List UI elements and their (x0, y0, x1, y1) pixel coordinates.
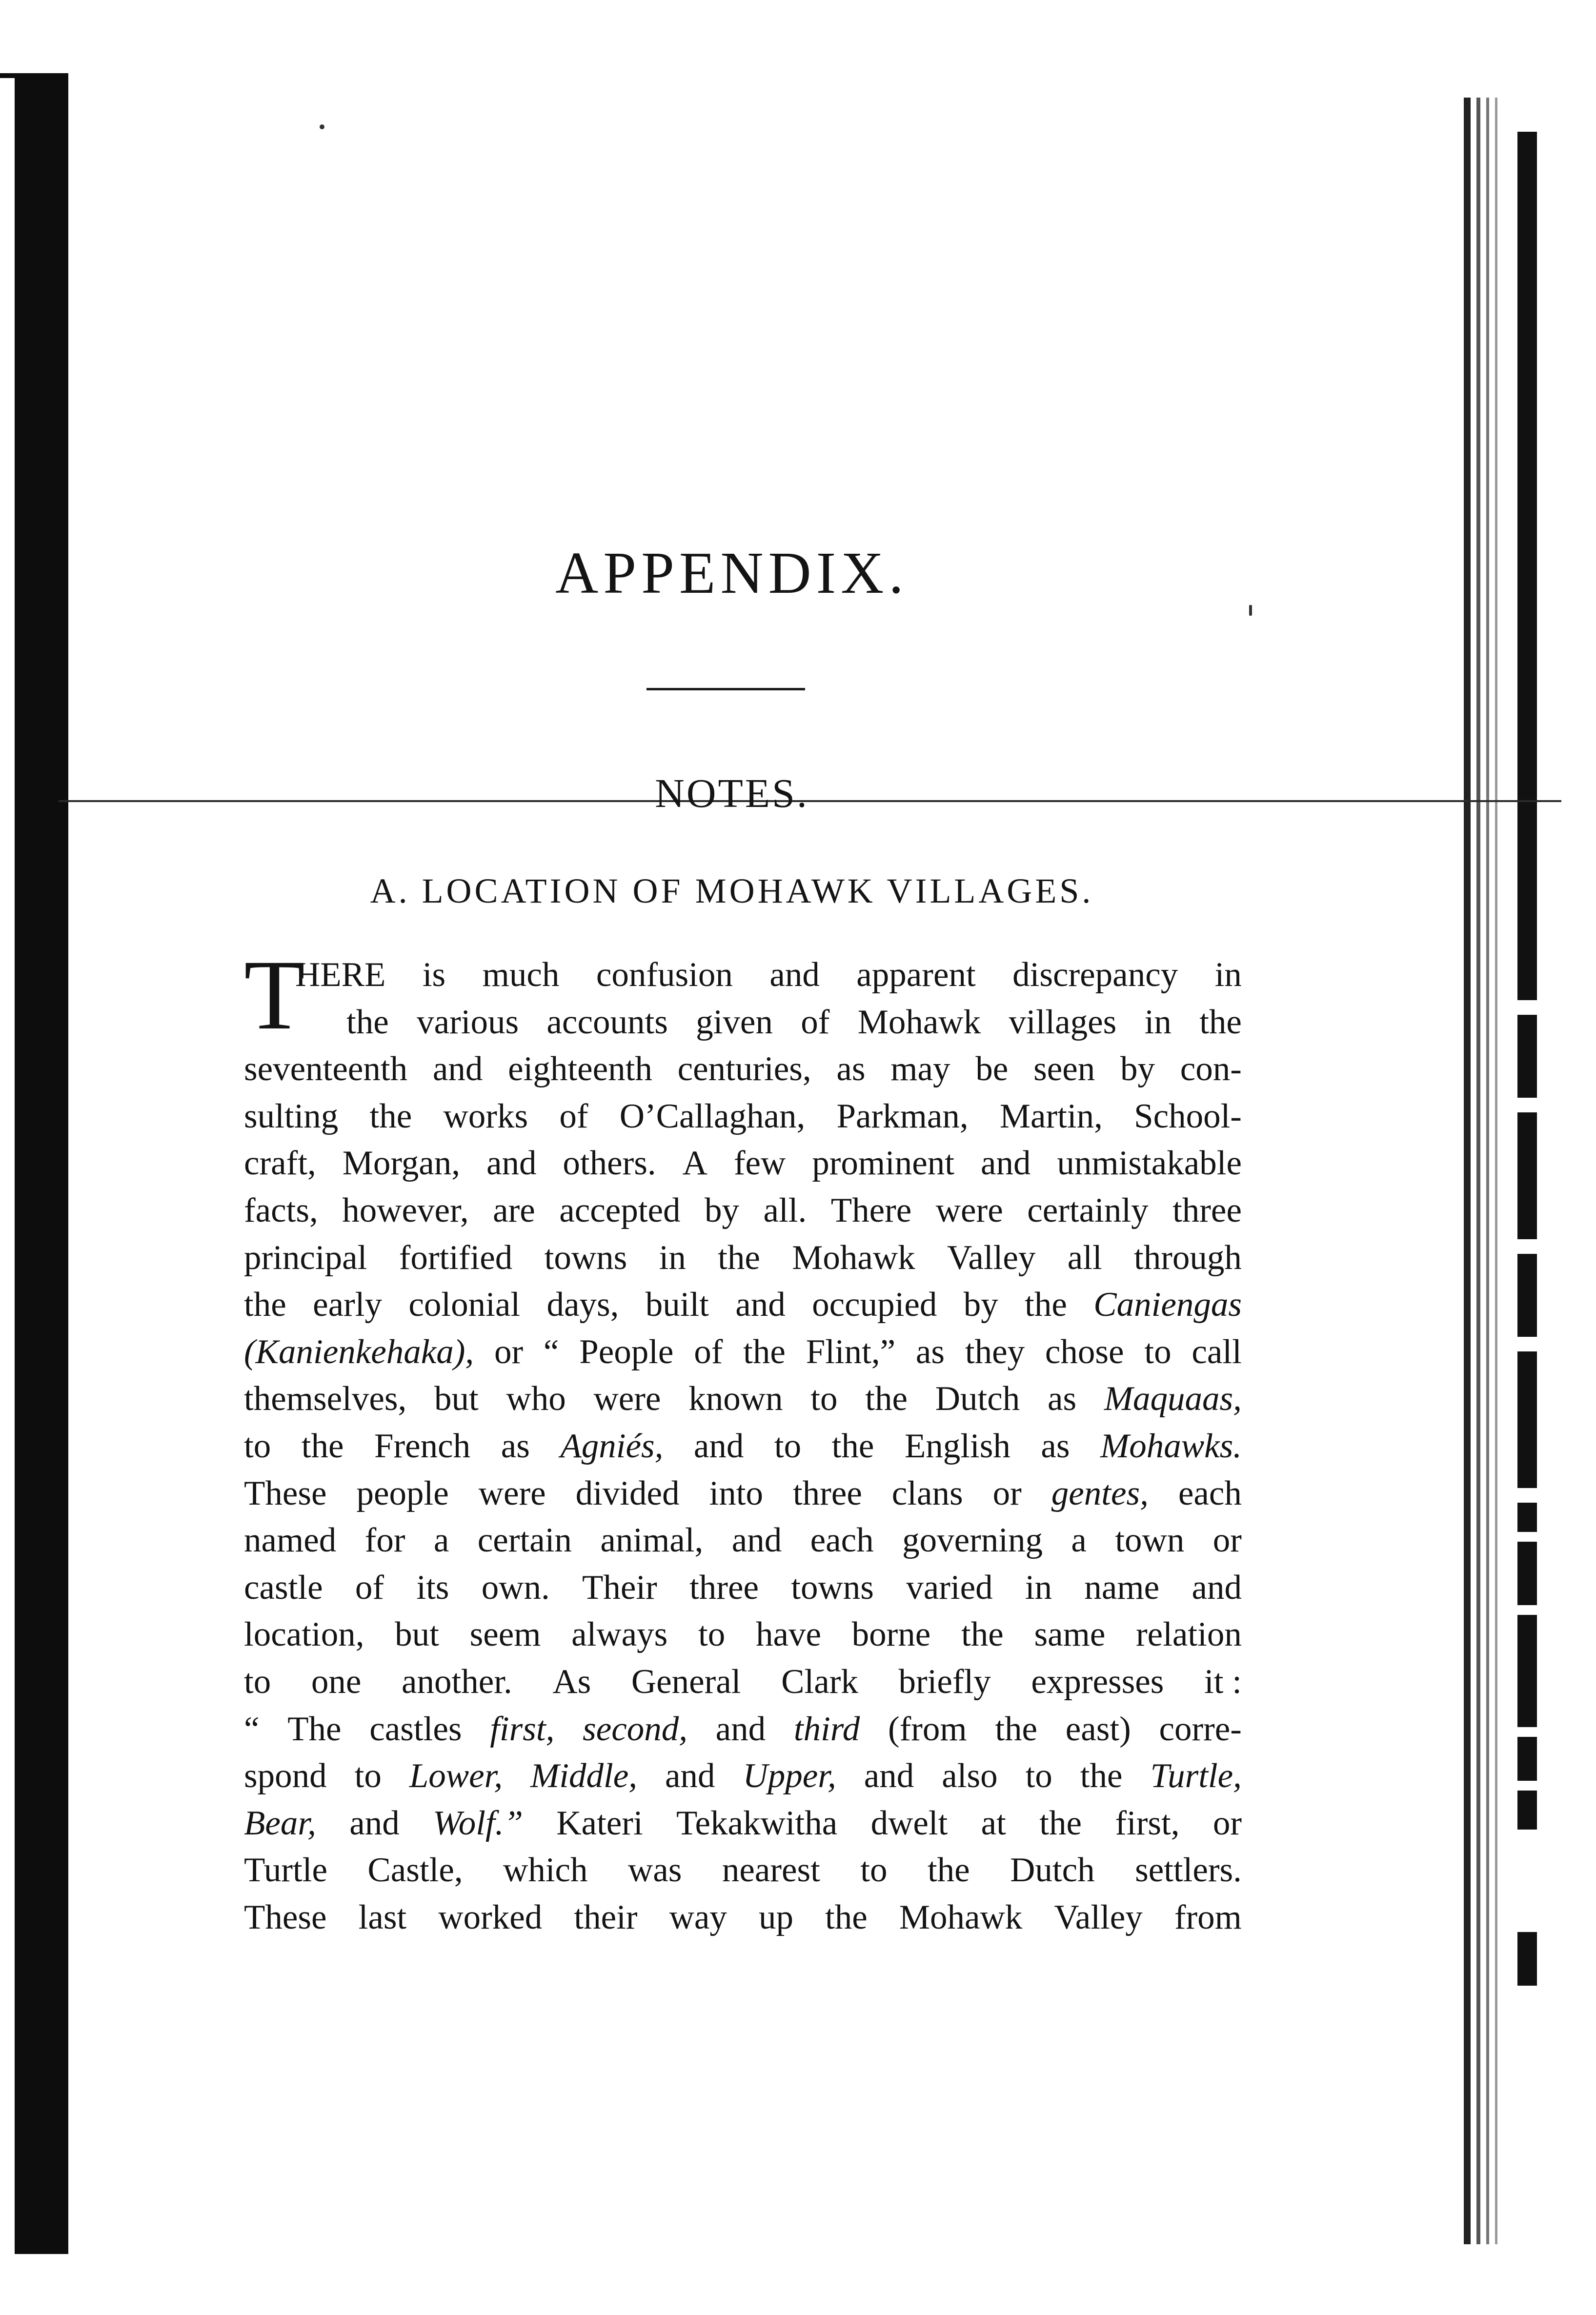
word: to (244, 1662, 271, 1701)
word: into (709, 1474, 763, 1512)
word: was (627, 1851, 682, 1890)
word: and (769, 956, 820, 994)
page-title: APPENDIX. (555, 540, 909, 606)
word: three (792, 1474, 862, 1512)
word: principal (244, 1238, 367, 1277)
word: corre- (1159, 1710, 1242, 1748)
word: were (935, 1191, 1003, 1229)
word: “ (244, 1710, 260, 1748)
drop-cap: T (244, 940, 305, 1050)
word: HERE (295, 956, 386, 994)
word: were (478, 1474, 546, 1512)
word: always (571, 1615, 668, 1654)
word: Wolf.” (433, 1804, 523, 1842)
page-edge-right (1464, 98, 1522, 2244)
word: (Kanienkehaka), (244, 1332, 474, 1371)
word: prominent (812, 1144, 955, 1183)
word: The (287, 1710, 342, 1748)
text-line (244, 1611, 1242, 1658)
word: As (552, 1662, 591, 1701)
word: all. (763, 1191, 807, 1229)
word: from (1174, 1898, 1242, 1936)
word: expresses (1031, 1662, 1164, 1701)
word: as (1041, 1427, 1070, 1465)
word: early (313, 1286, 383, 1324)
word: much (482, 956, 560, 994)
word: castles (369, 1710, 462, 1748)
text-line (244, 1517, 1242, 1564)
text-line (244, 1281, 1242, 1329)
text-line (244, 1752, 1242, 1800)
word: Parkman, (836, 1097, 969, 1135)
text-line (244, 1800, 1242, 1847)
binding-shadow-cap (0, 73, 29, 78)
text-line (244, 1423, 1242, 1470)
word: relation (1136, 1615, 1242, 1654)
text-line (244, 1706, 1242, 1753)
word: second, (583, 1710, 687, 1748)
word: briefly (898, 1662, 991, 1701)
word: the (301, 1427, 344, 1465)
word: through (1134, 1238, 1242, 1277)
word: a (433, 1521, 449, 1560)
word: the (927, 1851, 970, 1890)
word: east) (1065, 1710, 1131, 1748)
word: and (349, 1804, 400, 1842)
word: and (486, 1144, 537, 1183)
word: they (965, 1332, 1025, 1371)
word: to (774, 1427, 802, 1465)
section-title: A. LOCATION OF MOHAWK VILLAGES. (370, 871, 1094, 910)
binding-shadow-left (15, 73, 68, 2254)
word: another. (401, 1662, 512, 1701)
word: O’Callaghan, (619, 1097, 806, 1135)
word: but (434, 1380, 479, 1418)
word: name (1084, 1568, 1160, 1607)
scan-speck (1249, 605, 1252, 616)
word: General (631, 1662, 741, 1701)
word: divided (575, 1474, 680, 1512)
word: the (1080, 1757, 1123, 1795)
word: the (865, 1380, 908, 1418)
word: three (689, 1568, 759, 1607)
word: Mohawk (857, 1003, 981, 1041)
word: accepted (559, 1191, 681, 1229)
word: or (1212, 1521, 1242, 1560)
word: French (374, 1427, 471, 1465)
word: by (963, 1286, 998, 1324)
word: the (961, 1615, 1004, 1654)
word: apparent (856, 956, 976, 994)
word: to (1144, 1332, 1172, 1371)
word: Maquaas, (1104, 1380, 1242, 1418)
word: as (836, 1050, 866, 1088)
word: Turtle, (1150, 1757, 1242, 1795)
word: in (1214, 956, 1242, 994)
word: the (244, 1286, 286, 1324)
word: and (735, 1286, 786, 1324)
word: Agniés, (560, 1427, 664, 1465)
text-line (244, 1093, 1242, 1140)
word: few (733, 1144, 786, 1183)
word: last (358, 1898, 407, 1936)
title-divider (646, 688, 805, 690)
word: colonial (408, 1286, 521, 1324)
word: who (506, 1380, 566, 1418)
word: the (1025, 1286, 1067, 1324)
word: Mohawks. (1100, 1427, 1242, 1465)
word: Lower, (409, 1757, 503, 1795)
word: settlers. (1135, 1851, 1242, 1890)
word: first, (490, 1710, 555, 1748)
word: their (574, 1898, 638, 1936)
word: the (995, 1710, 1038, 1748)
word: chose (1045, 1332, 1124, 1371)
body-paragraph (244, 940, 1242, 1941)
word: as (1047, 1380, 1077, 1418)
word: Flint,” (806, 1332, 896, 1371)
text-line (244, 1470, 1242, 1517)
word: There (830, 1191, 912, 1229)
word: call (1192, 1332, 1242, 1371)
word: are (493, 1191, 535, 1229)
word: These (244, 1474, 327, 1512)
word: the (831, 1427, 874, 1465)
word: clans (891, 1474, 963, 1512)
word: These (244, 1898, 327, 1936)
word: Castle, (367, 1851, 463, 1890)
word: all (1067, 1238, 1102, 1277)
word: of (694, 1332, 723, 1371)
word: the (743, 1332, 786, 1371)
word: discrepancy (1012, 956, 1178, 994)
word: and (864, 1757, 914, 1795)
word: spond (244, 1757, 327, 1795)
text-line (244, 1375, 1242, 1423)
word: Caniengas (1093, 1286, 1242, 1324)
word: Dutch (1010, 1851, 1095, 1890)
word: the (1039, 1804, 1082, 1842)
word: the (718, 1238, 760, 1277)
word: accounts (546, 1003, 668, 1041)
word: of (559, 1097, 588, 1135)
word: location, (244, 1615, 364, 1654)
word: School- (1134, 1097, 1242, 1135)
word: Middle, (530, 1757, 638, 1795)
text-line (244, 999, 1242, 1046)
word: known (688, 1380, 783, 1418)
word: centuries, (677, 1050, 811, 1088)
word: may (890, 1050, 950, 1088)
word: Bear, (244, 1804, 316, 1842)
word: governing (902, 1521, 1043, 1560)
word: and (665, 1757, 715, 1795)
word: however, (342, 1191, 469, 1229)
word: villages (1009, 1003, 1117, 1041)
word: fortified (399, 1238, 513, 1277)
word: (from (888, 1710, 967, 1748)
word: Mohawk (899, 1898, 1023, 1936)
text-line (244, 1564, 1242, 1611)
word: to (698, 1615, 726, 1654)
word: A (682, 1144, 707, 1183)
word: Martin, (999, 1097, 1103, 1135)
word: way (669, 1898, 727, 1936)
word: or (992, 1474, 1022, 1512)
word: to (244, 1427, 271, 1465)
text-line (244, 1187, 1242, 1234)
word: also (942, 1757, 998, 1795)
word: seem (469, 1615, 541, 1654)
text-line (244, 1140, 1242, 1187)
word: dwelt (870, 1804, 948, 1842)
text-line (244, 1234, 1242, 1282)
word: to (810, 1380, 838, 1418)
word: a (1071, 1521, 1087, 1560)
word: People (579, 1332, 674, 1371)
word: varied (906, 1568, 993, 1607)
word: and (1192, 1568, 1242, 1607)
word: first, (1115, 1804, 1180, 1842)
word: Morgan, (342, 1144, 460, 1183)
word: certainly (1027, 1191, 1149, 1229)
word: and (693, 1427, 744, 1465)
word: in (1025, 1568, 1052, 1607)
word: as (501, 1427, 530, 1465)
text-line (244, 1329, 1242, 1376)
word: by (705, 1191, 740, 1229)
word: which (503, 1851, 588, 1890)
word: seen (1033, 1050, 1095, 1088)
word: as (915, 1332, 945, 1371)
word: Tekakwitha (676, 1804, 838, 1842)
word: themselves, (244, 1380, 407, 1418)
text-line (244, 1847, 1242, 1894)
word: and (432, 1050, 483, 1088)
word: and (980, 1144, 1031, 1183)
word: animal, (600, 1521, 704, 1560)
word: of (801, 1003, 830, 1041)
text-line (244, 1046, 1242, 1093)
word: in (1144, 1003, 1172, 1041)
word: craft, (244, 1144, 316, 1183)
word: others. (563, 1144, 656, 1183)
word: same (1034, 1615, 1106, 1654)
word: facts, (244, 1191, 318, 1229)
word: the (825, 1898, 868, 1936)
word: up (758, 1898, 793, 1936)
word: were (593, 1380, 661, 1418)
text-line (244, 1894, 1242, 1941)
word: to (1025, 1757, 1052, 1795)
word: towns (544, 1238, 627, 1277)
word: have (755, 1615, 821, 1654)
word: confusion (596, 956, 733, 994)
word: each (1178, 1474, 1242, 1512)
word: sulting (244, 1097, 339, 1135)
word: Dutch (935, 1380, 1020, 1418)
word: its (416, 1568, 449, 1607)
word: Turtle (244, 1851, 327, 1890)
word: occupied (812, 1286, 937, 1324)
word: given (696, 1003, 773, 1041)
word: each (810, 1521, 874, 1560)
word: and (715, 1710, 766, 1748)
word: con- (1180, 1050, 1242, 1088)
word: the (369, 1097, 412, 1135)
word: castle (244, 1568, 323, 1607)
word: is (422, 956, 446, 994)
word: Upper, (743, 1757, 836, 1795)
word: English (904, 1427, 1010, 1465)
word: or (494, 1332, 524, 1371)
word: Valley (1054, 1898, 1143, 1936)
word: “ (543, 1332, 559, 1371)
word: eighteenth (508, 1050, 652, 1088)
text-line (244, 1658, 1242, 1706)
word: at (981, 1804, 1006, 1842)
word: town (1115, 1521, 1185, 1560)
word: Valley (947, 1238, 1036, 1277)
word: be (975, 1050, 1009, 1088)
notes-heading: NOTES. (655, 771, 809, 816)
word: nearest (722, 1851, 820, 1890)
word: but (395, 1615, 439, 1654)
word: Their (582, 1568, 657, 1607)
word: seventeenth (244, 1050, 408, 1088)
word: certain (477, 1521, 572, 1560)
word: named (244, 1521, 337, 1560)
word: the (1199, 1003, 1242, 1041)
word: it : (1204, 1662, 1242, 1701)
word: for (364, 1521, 405, 1560)
word: in (659, 1238, 686, 1277)
word: own. (481, 1568, 550, 1607)
word: unmistakable (1057, 1144, 1242, 1183)
word: works (443, 1097, 528, 1135)
word: third (793, 1710, 860, 1748)
word: three (1172, 1191, 1242, 1229)
word: days, (546, 1286, 619, 1324)
word: Mohawk (792, 1238, 915, 1277)
word: towns (791, 1568, 874, 1607)
word: various (417, 1003, 519, 1041)
word: of (355, 1568, 384, 1607)
word: Clark (781, 1662, 858, 1701)
word: to (860, 1851, 888, 1890)
word: people (356, 1474, 449, 1512)
word: by (1120, 1050, 1155, 1088)
word: worked (438, 1898, 543, 1936)
word: and (731, 1521, 782, 1560)
word: one (311, 1662, 362, 1701)
scan-speck (320, 124, 324, 129)
word: to (354, 1757, 382, 1795)
word: the (346, 1003, 389, 1041)
word: borne (851, 1615, 931, 1654)
word: built (645, 1286, 709, 1324)
word: gentes, (1051, 1474, 1149, 1512)
word: Kateri (556, 1804, 643, 1842)
word: or (1212, 1804, 1242, 1842)
